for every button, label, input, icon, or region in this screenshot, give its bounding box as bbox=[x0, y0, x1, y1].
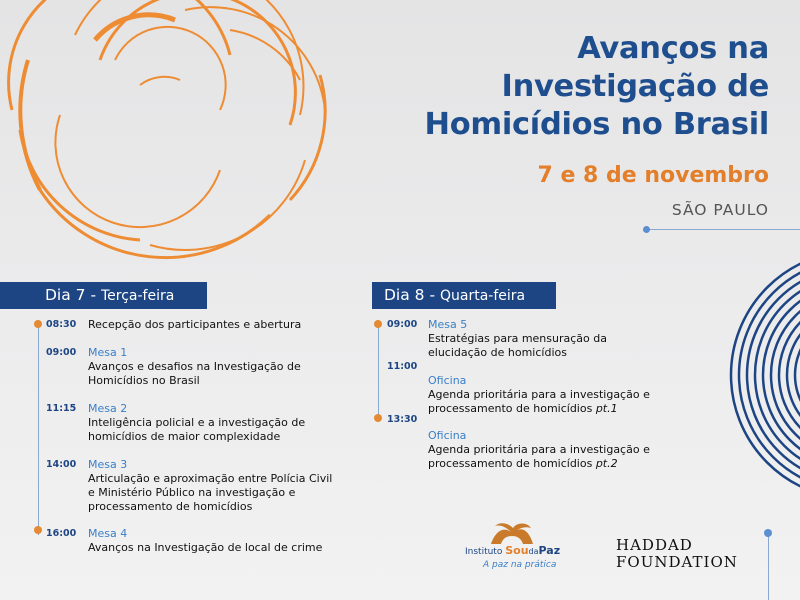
day7-item5-label: Mesa 4 bbox=[88, 527, 128, 540]
day7-item2-line1: Avanços e desafios na Investigação de bbox=[88, 360, 301, 373]
event-city: SÃO PAULO bbox=[671, 201, 769, 219]
title-line-3: Homicídios no Brasil bbox=[424, 107, 769, 142]
day7-item5-time: 16:00 bbox=[46, 528, 77, 539]
day8-item2 bbox=[428, 374, 650, 416]
day8-item2-time: 11:00 bbox=[387, 361, 418, 372]
haddad-line2: FOUNDATION bbox=[616, 553, 738, 571]
day7-item4-label: Mesa 3 bbox=[88, 458, 128, 471]
day7-item4-line2: e Ministério Público na investigação e bbox=[88, 486, 296, 499]
corner-dot bbox=[764, 529, 772, 537]
title-line-2: Investigação de bbox=[501, 69, 769, 104]
day7-item3 bbox=[88, 402, 305, 444]
day8-header-prefix: Dia 8 - bbox=[384, 286, 440, 304]
day7-item5 bbox=[88, 527, 322, 555]
haddad-line1: HADDAD bbox=[616, 536, 693, 554]
event-dates: 7 e 8 de novembro bbox=[537, 163, 769, 188]
blue-arcs-decoration bbox=[705, 240, 800, 510]
ssp-sou: Sou bbox=[505, 544, 529, 557]
day8-item3-line1: Agenda prioritária para a investigação e bbox=[428, 443, 650, 456]
city-divider bbox=[647, 229, 800, 230]
haddad-foundation-logo bbox=[616, 537, 738, 571]
day7-item2-time: 09:00 bbox=[46, 347, 77, 358]
day8-header-weekday: Quarta-feira bbox=[439, 288, 526, 304]
ssp-wordmark bbox=[465, 544, 560, 557]
day8-item2-line1: Agenda prioritária para a investigação e bbox=[428, 388, 650, 401]
day7-item4-line3: processamento de homicídios bbox=[88, 500, 253, 513]
day7-item2-label: Mesa 1 bbox=[88, 346, 128, 359]
day7-header bbox=[0, 282, 207, 309]
day7-header-prefix: Dia 7 - bbox=[45, 286, 101, 304]
day8-header bbox=[372, 282, 556, 309]
divider-dot bbox=[643, 226, 650, 233]
day7-item4-line1: Articulação e aproximação entre Polícia Civil bbox=[88, 472, 333, 485]
day8-item2-label: Oficina bbox=[428, 374, 467, 387]
day8-item1-time: 09:00 bbox=[387, 319, 418, 330]
day8-item3 bbox=[428, 429, 650, 471]
corner-line bbox=[768, 533, 769, 600]
title-line-1: Avanços na bbox=[577, 31, 769, 66]
day8-item3-line2 bbox=[428, 457, 650, 471]
ssp-paz: Paz bbox=[538, 544, 561, 557]
day8-item1-line2: elucidação de homicídios bbox=[428, 346, 567, 359]
day7-header-weekday: Terça-feira bbox=[100, 288, 175, 304]
day8-item1-label: Mesa 5 bbox=[428, 318, 468, 331]
day7-dot-end bbox=[34, 526, 42, 534]
day7-item1-time: 08:30 bbox=[46, 319, 77, 330]
day7-dot-start bbox=[34, 320, 42, 328]
day7-item1-text: Recepção dos participantes e abertura bbox=[88, 318, 302, 331]
day7-item4 bbox=[88, 458, 332, 514]
day7-item5-line1: Avanços na Investigação de local de crime bbox=[88, 541, 323, 554]
day8-item2-part: pt.1 bbox=[595, 402, 618, 415]
day8-dot-start bbox=[374, 320, 382, 328]
day7-item2 bbox=[88, 346, 301, 388]
hands-dove-icon bbox=[485, 520, 537, 546]
instituto-sou-da-paz-logo bbox=[465, 520, 585, 576]
day7-item2-line2: Homicídios no Brasil bbox=[88, 374, 200, 387]
day8-item3-label: Oficina bbox=[428, 429, 467, 442]
day8-timeline bbox=[378, 320, 379, 420]
day8-item1 bbox=[428, 318, 607, 360]
page-title bbox=[425, 30, 769, 144]
day7-item3-line1: Inteligência policial e a investigação de bbox=[88, 416, 306, 429]
day8-item2-line2 bbox=[428, 402, 650, 416]
day7-item3-label: Mesa 2 bbox=[88, 402, 128, 415]
day7-item4-time: 14:00 bbox=[46, 459, 77, 470]
day7-item3-line2: homicídios de maior complexidade bbox=[88, 430, 281, 443]
ssp-da: da bbox=[528, 547, 539, 556]
day8-dot-end bbox=[374, 414, 382, 422]
orange-arcs-decoration bbox=[0, 0, 360, 260]
day8-item3-line2-text: processamento de homicídios bbox=[428, 457, 596, 470]
day8-item3-part: pt.2 bbox=[595, 457, 618, 470]
day7-timeline bbox=[38, 320, 39, 535]
day8-item3-time: 13:30 bbox=[387, 414, 418, 425]
day7-item3-time: 11:15 bbox=[46, 403, 77, 414]
day8-item2-line2-text: processamento de homicídios bbox=[428, 402, 596, 415]
day8-item1-line1: Estratégias para mensuração da bbox=[428, 332, 607, 345]
ssp-tagline: A paz na prática bbox=[483, 560, 557, 570]
ssp-instituto: Instituto bbox=[465, 547, 503, 557]
